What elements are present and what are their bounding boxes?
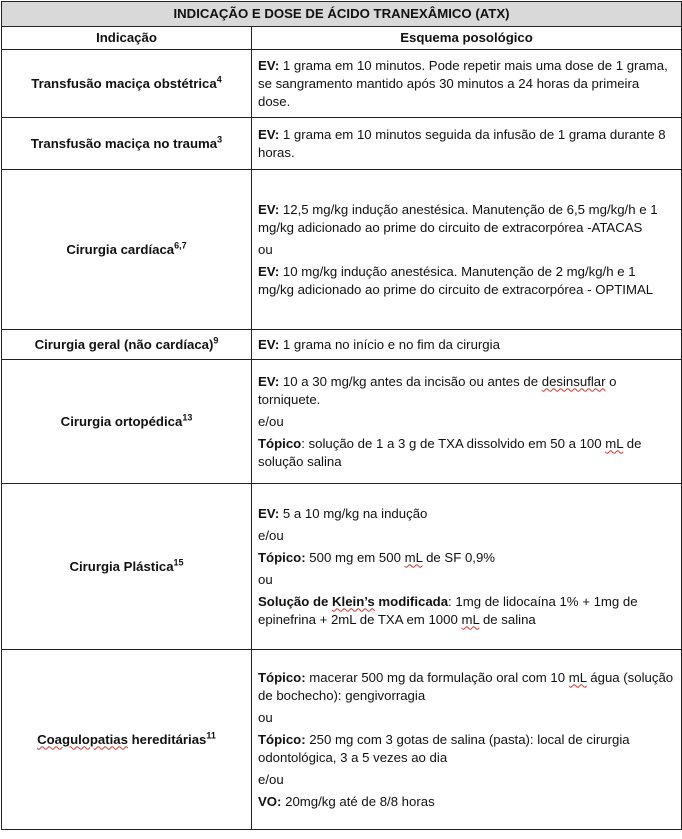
route-label: modificada	[374, 593, 449, 609]
connector-text: e/ou	[258, 413, 284, 429]
dosage-text: 12,5 mg/kg indução anestésica. Manutenção de 6,5 mg/kg/h e 1 mg/kg adicionado ao prime do circuito de extracorpórea -ATACAS	[258, 201, 658, 235]
dosage-text: 10 mg/kg indução anestésica. Manutenção de 2 mg/kg/h e 1 mg/kg adicionado ao prime do circuito de extracorpórea - OPTIMAL	[258, 263, 654, 297]
dosage-line	[258, 731, 675, 767]
dosage-cell	[252, 330, 682, 360]
indication-cell	[2, 118, 252, 170]
route-label: VO:	[258, 793, 282, 809]
connector-text: e/ou	[258, 527, 284, 543]
reference-number: 9	[213, 335, 219, 346]
dosage-text: 1 grama no início e no fim da cirurgia	[279, 336, 500, 352]
route-label: EV:	[258, 201, 280, 217]
table-row	[2, 484, 682, 650]
dosage-text: de SF 0,9%	[422, 549, 496, 565]
dosage-text: 1 grama em 10 minutos seguida da infusão de 1 grama durante 8 horas.	[258, 126, 666, 160]
reference-number: 11	[206, 730, 216, 741]
indication-label: hereditárias	[127, 731, 207, 747]
table-row	[2, 50, 682, 118]
route-label: Tópico:	[258, 731, 306, 747]
route-label: EV:	[258, 126, 280, 142]
dosage-line	[258, 263, 675, 299]
table-title: INDICAÇÃO E DOSE DE ÁCIDO TRANEXÂMICO (ATX)	[2, 2, 682, 27]
reference-number: 3	[217, 134, 223, 145]
indication-cell	[2, 170, 252, 330]
connector-text: e/ou	[258, 771, 284, 787]
dosage-line	[258, 793, 675, 811]
dosage-text: 1 grama em 10 minutos. Pode repetir mais uma dose de 1 grama, se sangramento mantido após 30 minutos a 24 horas da primeira dose.	[258, 57, 668, 109]
dosage-line	[258, 336, 675, 354]
indication-cell	[2, 650, 252, 830]
table-header-row	[2, 27, 682, 50]
reference-number: 13	[182, 412, 193, 423]
dosage-line	[258, 201, 675, 237]
route-label: Tópico	[258, 435, 302, 451]
atx-dosage-table	[1, 1, 682, 830]
table-row	[2, 650, 682, 830]
connector-text: ou	[258, 241, 273, 257]
indication-cell	[2, 484, 252, 650]
reference-number: 6,7	[174, 240, 187, 251]
table-title-row	[2, 2, 682, 27]
reference-number: 15	[173, 557, 184, 568]
dosage-line	[258, 669, 675, 705]
table-row	[2, 360, 682, 484]
route-label: EV:	[258, 336, 280, 352]
dosage-cell	[252, 118, 682, 170]
dosage-text: 500 mg em 500	[305, 549, 405, 565]
dosage-line	[258, 126, 675, 162]
dosage-text: de solução salina	[258, 435, 642, 469]
dosage-text: macerar 500 mg da formulação oral com 10	[305, 669, 569, 685]
indication-cell	[2, 50, 252, 118]
connector-text: ou	[258, 571, 273, 587]
dosage-text: o torniquete.	[258, 373, 617, 407]
dosage-text: 5 a 10 mg/kg na indução	[279, 505, 428, 521]
table-row	[2, 118, 682, 170]
indication-label: Transfusão maciça obstétrica	[31, 75, 217, 91]
route-label: EV:	[258, 57, 280, 73]
table-row	[2, 170, 682, 330]
indication-label: Cirurgia geral (não cardíaca)	[34, 336, 214, 352]
spellcheck-word: mL	[404, 549, 423, 565]
route-label: Solução de	[258, 593, 333, 609]
dosage-text: 250 mg com 3 gotas de salina (pasta): local de cirurgia odontológica, 3 a 5 vezes ao dia	[258, 731, 630, 765]
indication-label: Cirurgia Plástica	[69, 558, 174, 574]
spellcheck-word: desinsuflar	[541, 373, 606, 389]
indication-cell	[2, 330, 252, 360]
indication-label: Cirurgia ortopédica	[60, 413, 183, 429]
dosage-line	[258, 549, 675, 567]
dosage-line	[258, 373, 675, 409]
route-label: EV:	[258, 263, 280, 279]
dosage-cell	[252, 360, 682, 484]
dosage-text: de salina	[479, 611, 536, 627]
dosage-cell	[252, 170, 682, 330]
dosage-text: 20mg/kg até de 8/8 horas	[281, 793, 435, 809]
dosage-line	[258, 593, 675, 629]
route-label: EV:	[258, 505, 280, 521]
dosage-cell	[252, 650, 682, 830]
route-label: EV:	[258, 373, 280, 389]
connector-text: ou	[258, 709, 273, 725]
dosage-text: água (solução de bochecho): gengivorragia	[258, 669, 674, 703]
dosage-text: : 1mg de lidocaína 1% + 1mg de epinefrina + 2mL de TXA em 1000	[258, 593, 638, 627]
header-esquema-posologico: Esquema posológico	[252, 27, 682, 50]
table-row	[2, 330, 682, 360]
spellcheck-word: mL	[461, 611, 480, 627]
dosage-line	[258, 505, 675, 523]
route-label: Tópico:	[258, 549, 306, 565]
spellcheck-word: Klein’s	[332, 593, 375, 609]
route-label: Tópico:	[258, 669, 306, 685]
spellcheck-word: mL	[568, 669, 587, 685]
dosage-text: 10 a 30 mg/kg antes da incisão ou antes de	[279, 373, 542, 389]
dosage-cell	[252, 484, 682, 650]
indication-label: Transfusão maciça no trauma	[30, 135, 218, 151]
spellcheck-word: mL	[605, 435, 624, 451]
reference-number: 4	[216, 74, 222, 85]
dosage-line	[258, 57, 675, 111]
dosage-text: : solução de 1 a 3 g de TXA dissolvido em 50 a 100	[301, 435, 606, 451]
spellcheck-word: Coagulopatias	[37, 731, 128, 747]
header-indicacao: Indicação	[2, 27, 252, 50]
indication-cell	[2, 360, 252, 484]
dosage-line	[258, 435, 675, 471]
indication-label: Cirurgia cardíaca	[66, 241, 175, 257]
dosage-cell	[252, 50, 682, 118]
